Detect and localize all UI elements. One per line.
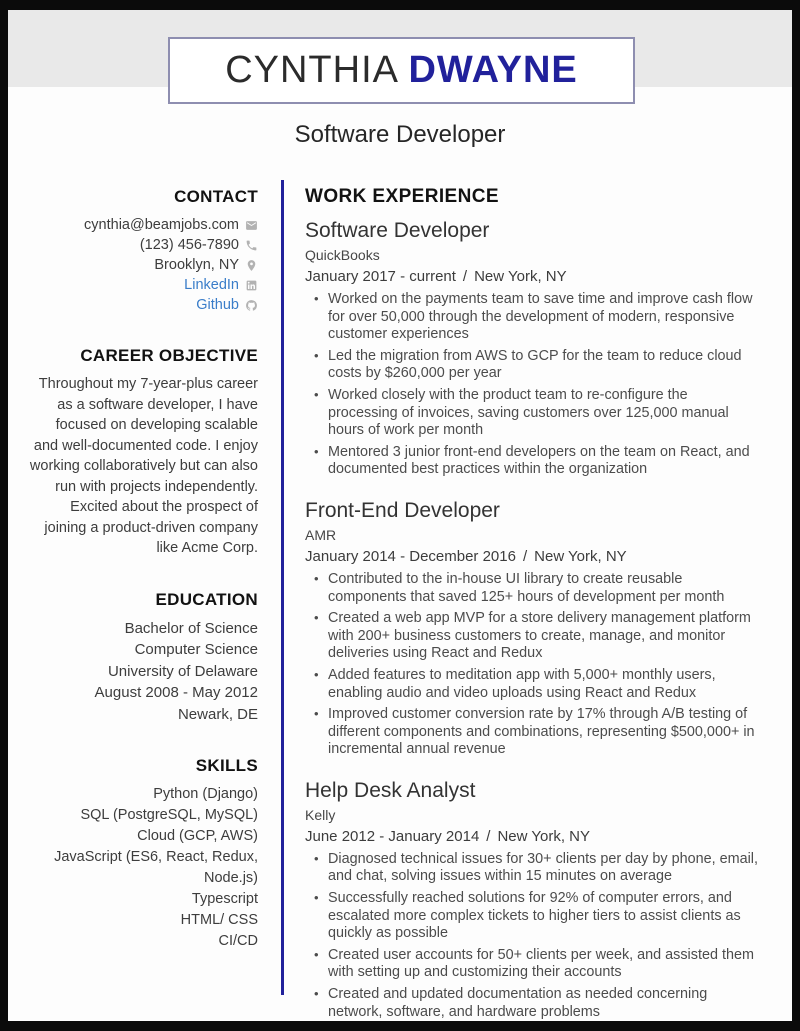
job-bullet: • Created user accounts for 50+ clients per week, and assisted them with setting up and customizing their accounts: [320, 947, 760, 982]
contact-location-row: [28, 255, 258, 275]
job-location: New York, NY: [497, 827, 591, 845]
job-dates-location: [305, 828, 760, 845]
job-bullet: • Improved customer conversion rate by 17% through A/B testing of different components and combinations, representing $500,000+ in incremental annual revenue: [320, 706, 760, 759]
job-company: Kelly: [305, 806, 336, 823]
name-box: [168, 37, 635, 104]
contact-github-row: [28, 295, 258, 315]
job-bullet: • Created and updated documentation as needed concerning network, software, and hardware problems: [320, 986, 760, 1021]
email-icon: [245, 219, 258, 232]
name-last: DWAYNE: [408, 49, 578, 91]
job-bullet: • Created a web app MVP for a store delivery management platform with 200+ business customers to create, manage, and monitor deliveries using React and Redux: [320, 610, 760, 663]
job-dates-location: [305, 268, 760, 285]
education-dates: August 2008 - May 2012: [94, 684, 258, 701]
skill-item: Cloud (GCP, AWS): [137, 828, 258, 844]
job-bullets: [305, 291, 760, 479]
job-bullets: [305, 851, 760, 1021]
phone-icon: [245, 239, 258, 252]
job-bullet: • Mentored 3 junior front-end developers on the team on React, and documented best practices within the organization: [320, 444, 760, 479]
github-icon: [245, 299, 258, 312]
job-subtitle: Software Developer: [294, 120, 506, 148]
job-bullet: • Worked closely with the product team to re-configure the processing of invoices, saving customers over 125,000 manual hours of work per month: [320, 387, 760, 440]
job-company: AMR: [305, 526, 337, 543]
dates-separator: /: [522, 547, 528, 565]
job-location: New York, NY: [474, 268, 567, 285]
work-experience-heading: WORK EXPERIENCE: [305, 186, 499, 207]
github-link[interactable]: Github: [196, 297, 239, 313]
contact-email: cynthia@beamjobs.com: [84, 217, 239, 233]
candidate-name: [225, 49, 578, 92]
contact-phone: (123) 456-7890: [139, 237, 239, 253]
skills-section: [28, 756, 258, 952]
job-title: Help Desk Analyst: [305, 778, 476, 802]
job-entry: [305, 219, 760, 479]
career-objective-text: Throughout my 7-year-plus career as a software developer, I have focused on developing scalable and well-documented code. I enjoy working collaboratively but can also run with projects independently. Excited about the prospect of joining a product-driven company like Acme Corp.: [29, 376, 258, 556]
contact-section: [28, 187, 258, 315]
job-location: New York, NY: [534, 547, 627, 565]
job-bullet: • Diagnosed technical issues for 30+ clients per day by phone, email, and chat, solving issues within 15 minutes on average: [320, 851, 760, 886]
skill-item: Typescript: [191, 891, 258, 907]
job-bullet: • Contributed to the in-house UI library to create reusable components that saved 125+ hours of development per month: [320, 571, 760, 606]
skill-item: SQL (PostgreSQL, MySQL): [80, 807, 258, 823]
linkedin-link[interactable]: LinkedIn: [184, 277, 239, 293]
job-dates: January 2017 - current: [305, 268, 456, 285]
education-heading: EDUCATION: [155, 589, 258, 609]
skill-item: Python (Django): [153, 786, 258, 802]
skill-item: HTML/ CSS: [180, 912, 258, 928]
name-first: CYNTHIA: [225, 49, 397, 91]
linkedin-icon: [245, 279, 258, 292]
contact-email-row: [28, 215, 258, 235]
job-dates: January 2014 - December 2016: [305, 547, 516, 565]
job-title: Front-End Developer: [305, 498, 500, 522]
job-title: Software Developer: [305, 219, 490, 242]
job-company: QuickBooks: [305, 247, 380, 263]
job-bullet: • Led the migration from AWS to GCP for the team to reduce cloud costs by $260,000 per year: [320, 348, 760, 383]
contact-phone-row: [28, 235, 258, 255]
contact-location: Brooklyn, NY: [154, 257, 239, 273]
dates-separator: /: [486, 827, 491, 845]
job-bullet: • Worked on the payments team to save time and improve cash flow for over 50,000 through the development of modern, responsive customer experiences: [320, 291, 760, 344]
location-icon: [245, 259, 258, 272]
education-major: Computer Science: [134, 641, 258, 658]
skill-item: CI/CD: [218, 933, 258, 949]
job-bullets: [305, 571, 760, 759]
column-divider: [281, 180, 284, 995]
career-objective-heading: CAREER OBJECTIVE: [80, 346, 258, 365]
skill-item: JavaScript (ES6, React, Redux, Node.js): [54, 849, 258, 886]
job-bullet: • Added features to meditation app with 5,000+ monthly users, enabling audio and video uploads using React and Redux: [320, 667, 760, 702]
education-location: Newark, DE: [177, 705, 258, 723]
skills-heading: SKILLS: [195, 756, 258, 775]
job-entry: [305, 499, 760, 759]
career-objective-section: [28, 346, 258, 559]
job-entry: [305, 779, 760, 1021]
education-section: [28, 590, 258, 726]
job-dates: June 2012 - January 2014: [305, 827, 480, 845]
sidebar: [28, 187, 258, 952]
education-school: University of Delaware: [107, 662, 258, 680]
contact-heading: CONTACT: [174, 187, 258, 206]
dates-separator: /: [462, 268, 468, 285]
job-bullet: • Successfully reached solutions for 92% of computer errors, and escalated more complex tickets to higher tiers to assist clients as quickly as possible: [320, 890, 760, 943]
work-experience-column: [305, 186, 760, 1031]
job-dates-location: [305, 548, 760, 565]
contact-linkedin-row: [28, 275, 258, 295]
education-degree: Bachelor of Science: [124, 619, 258, 637]
